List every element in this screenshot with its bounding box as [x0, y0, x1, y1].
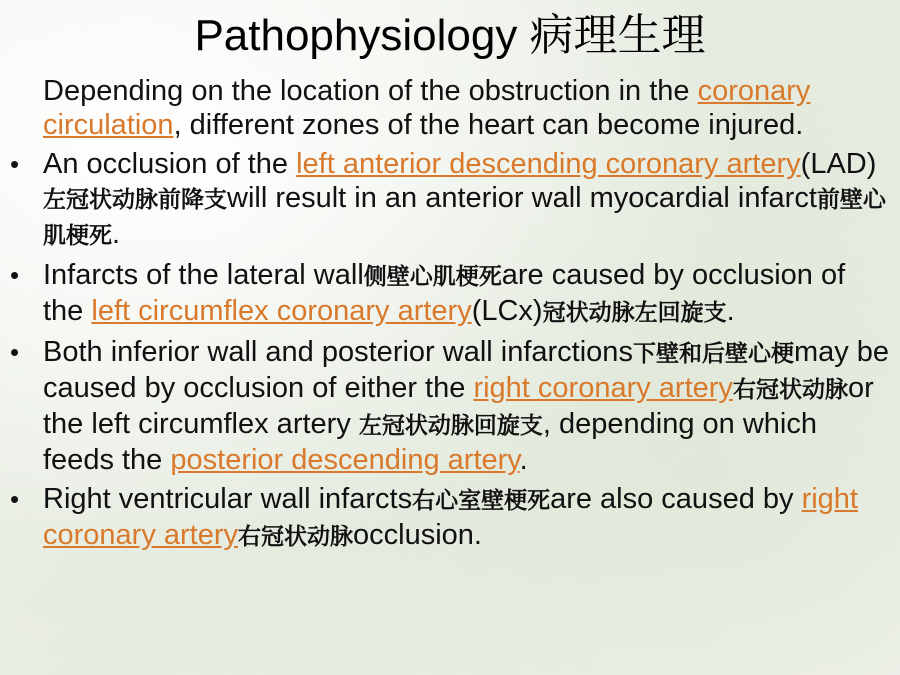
chinese-term: 下壁和后壁心梗 — [632, 341, 794, 367]
text-segment: are also caused by — [550, 483, 802, 515]
chinese-term: 左冠状动脉前降支 — [43, 187, 227, 213]
bullet-item — [10, 258, 890, 330]
chinese-term: 右心室壁梗死 — [412, 488, 551, 514]
text-segment: may be caused by occlusion of either the — [43, 336, 890, 404]
link-left-anterior-descending-coronary-artery[interactable]: left anterior descending coronary artery — [296, 148, 801, 180]
text-segment: (LCx) — [471, 295, 543, 327]
text-segment: or the left circumflex artery — [43, 372, 874, 440]
text-segment: are caused by occlusion of the — [43, 259, 846, 327]
text-segment: An occlusion of the — [43, 148, 297, 180]
chinese-term: 冠状动脉左回旋支 — [542, 300, 727, 326]
text-segment: occlusion. — [353, 519, 482, 551]
bullet-item — [10, 482, 890, 554]
text-segment: . — [519, 444, 528, 476]
chinese-term: 右冠状动脉 — [238, 524, 354, 550]
text-segment: Infarcts of the lateral wall — [43, 259, 364, 291]
text-segment: . — [112, 218, 121, 250]
slide-title: Pathophysiology 病理生理 — [194, 11, 706, 60]
text-segment: will result in an anterior wall myocardial infarct — [227, 182, 817, 214]
bullet-item — [10, 335, 890, 477]
text-segment: , depending on which feeds the — [43, 408, 817, 476]
text-segment: Both inferior wall and posterior wall infarctions — [43, 336, 633, 368]
text-segment: (LAD) — [800, 148, 877, 180]
chinese-term: 右冠状动脉 — [732, 377, 848, 403]
text-segment: Depending on the location of the obstruction in the — [43, 75, 698, 107]
chinese-term: 侧壁心肌梗死 — [363, 264, 502, 290]
intro-paragraph — [10, 74, 890, 142]
chinese-term: 左冠状动脉回旋支 — [358, 413, 543, 439]
link-right-coronary-artery[interactable]: right coronary artery — [43, 483, 858, 551]
text-segment: , different zones of the heart can become injured. — [173, 109, 804, 141]
bullet-item — [10, 147, 890, 253]
slide-body — [10, 74, 890, 559]
link-posterior-descending-artery[interactable]: posterior descending artery — [170, 444, 520, 476]
link-coronary-circulation[interactable]: coronary circulation — [43, 75, 811, 141]
chinese-term: 前壁心肌梗死 — [43, 187, 886, 249]
text-segment: . — [726, 295, 735, 327]
link-right-coronary-artery[interactable]: right coronary artery — [473, 372, 733, 404]
link-left-circumflex-coronary-artery[interactable]: left circumflex coronary artery — [91, 295, 472, 327]
text-segment: Right ventricular wall infarcts — [43, 483, 413, 515]
